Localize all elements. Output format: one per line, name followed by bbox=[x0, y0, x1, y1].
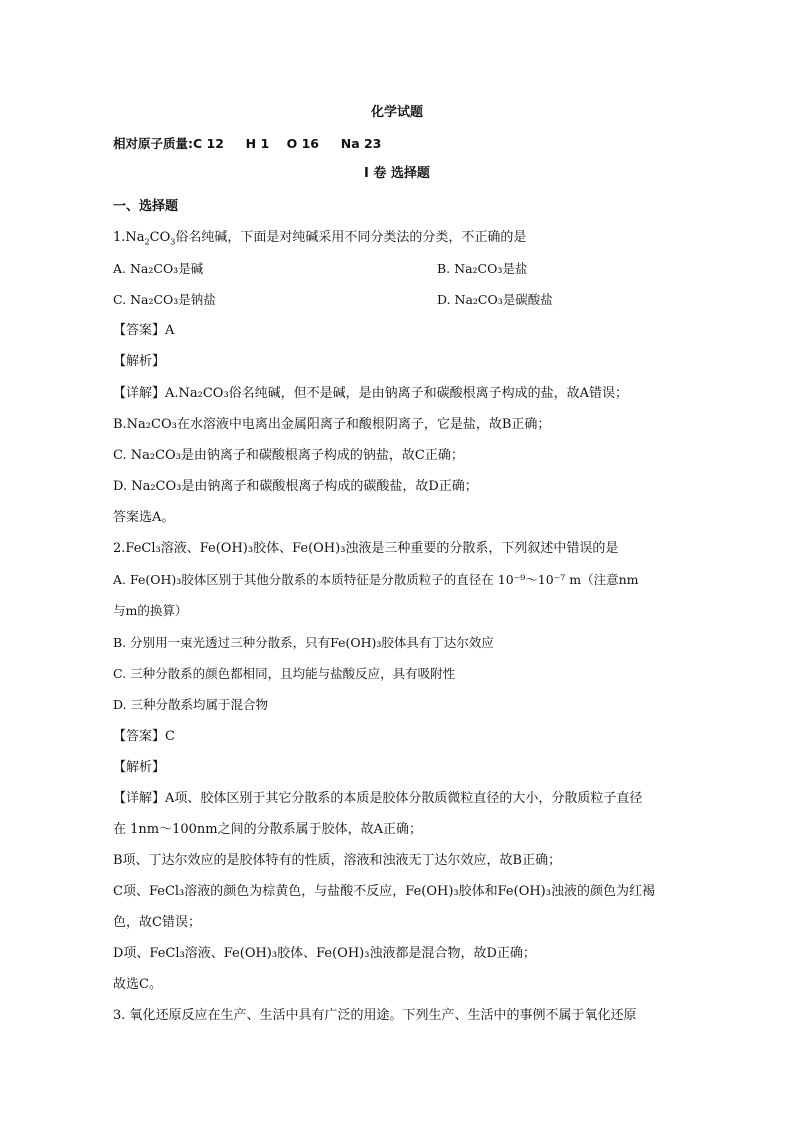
q1-detail-4: D. Na₂CO₃是由钠离子和碳酸根离子构成的碳酸盐，故D正确； bbox=[113, 479, 478, 494]
q2-detail-3a: C项、FeCl₃溶液的颜色为棕黄色，与盐酸不反应，Fe(OH)₃胶体和Fe(OH)₃浊液的颜色为红褐 bbox=[113, 884, 655, 899]
section-title: I 卷 选择题 bbox=[364, 166, 430, 181]
part-heading: 一、选择题 bbox=[113, 199, 179, 214]
page-title: 化学试题 bbox=[370, 105, 423, 120]
q2-option-b[interactable]: B. 分别用一束光透过三种分散系，只有Fe(OH)₃胶体具有丁达尔效应 bbox=[113, 635, 494, 650]
q1-conclusion: 答案选A。 bbox=[113, 510, 175, 525]
q2-detail-1a: 【详解】A项、胶体区别于其它分散系的本质是胶体分散质微粒直径的大小，分散质粒子直径 bbox=[113, 791, 643, 806]
q1-options-row1 bbox=[113, 261, 733, 277]
q2-option-c[interactable]: C. 三种分散系的颜色都相同，且均能与盐酸反应，具有吸附性 bbox=[113, 666, 456, 681]
q1-option-a[interactable]: A. Na₂CO₃是碱 bbox=[113, 261, 204, 276]
q2-option-a-cont: 与m的换算） bbox=[113, 603, 188, 618]
q2-option-a[interactable]: A. Fe(OH)₃胶体区别于其他分散系的本质特征是分散质粒子的直径在 10⁻⁹～10⁻⁷ m（注意nm bbox=[113, 572, 639, 587]
q1-option-d[interactable]: D. Na₂CO₃是碳酸盐 bbox=[437, 292, 553, 307]
q2-detail-1b: 在 1nm～100nm之间的分散系属于胶体，故A正确； bbox=[113, 822, 423, 837]
q1-analysis-label: 【解析】 bbox=[113, 354, 166, 369]
q2-analysis-label: 【解析】 bbox=[113, 760, 166, 775]
q1-detail-3: C. Na₂CO₃是由钠离子和碳酸根离子构成的钠盐，故C正确； bbox=[113, 448, 464, 463]
q2-detail-3b: 色，故C错误； bbox=[113, 915, 201, 930]
q1-answer: 【答案】A bbox=[113, 323, 175, 338]
q1-detail-2: B.Na₂CO₃在水溶液中电离出金属阳离子和酸根阴离子，它是盐，故B正确； bbox=[113, 417, 551, 432]
q2-detail-4: D项、FeCl₃溶液、Fe(OH)₃胶体、Fe(OH)₃浊液都是混合物，故D正确； bbox=[113, 946, 536, 961]
q2-detail-2: B项、丁达尔效应的是胶体特有的性质，溶液和浊液无丁达尔效应，故B正确； bbox=[113, 853, 562, 868]
q3-stem: 3. 氧化还原反应在生产、生活中具有广泛的用途。下列生产、生活中的事例不属于氧化还原 bbox=[113, 1008, 637, 1023]
q1-option-b[interactable]: B. Na₂CO₃是盐 bbox=[437, 261, 528, 276]
q1-option-c[interactable]: C. Na₂CO₃是钠盐 bbox=[113, 292, 216, 307]
q2-option-d[interactable]: D. 三种分散系均属于混合物 bbox=[113, 697, 269, 712]
atomic-mass-line: 相对原子质量:C 12 H 1 O 16 Na 23 bbox=[113, 136, 382, 151]
q2-stem: 2.FeCl₃溶液、Fe(OH)₃胶体、Fe(OH)₃浊液是三种重要的分散系，下列叙述中错误的是 bbox=[113, 541, 619, 556]
q1-detail-1: 【详解】A.Na₂CO₃俗名纯碱，但不是碱，是由钠离子和碳酸根离子构成的盐，故A错误； bbox=[113, 386, 629, 401]
q1-options-row2 bbox=[113, 292, 733, 308]
q1-stem: $1.Na_2CO_3$俗名纯碱，下面是对纯碱采用不同分类法的分类，不正确的是 bbox=[113, 230, 527, 247]
q2-conclusion: 故选C。 bbox=[113, 977, 162, 992]
q2-answer: 【答案】C bbox=[113, 729, 175, 744]
